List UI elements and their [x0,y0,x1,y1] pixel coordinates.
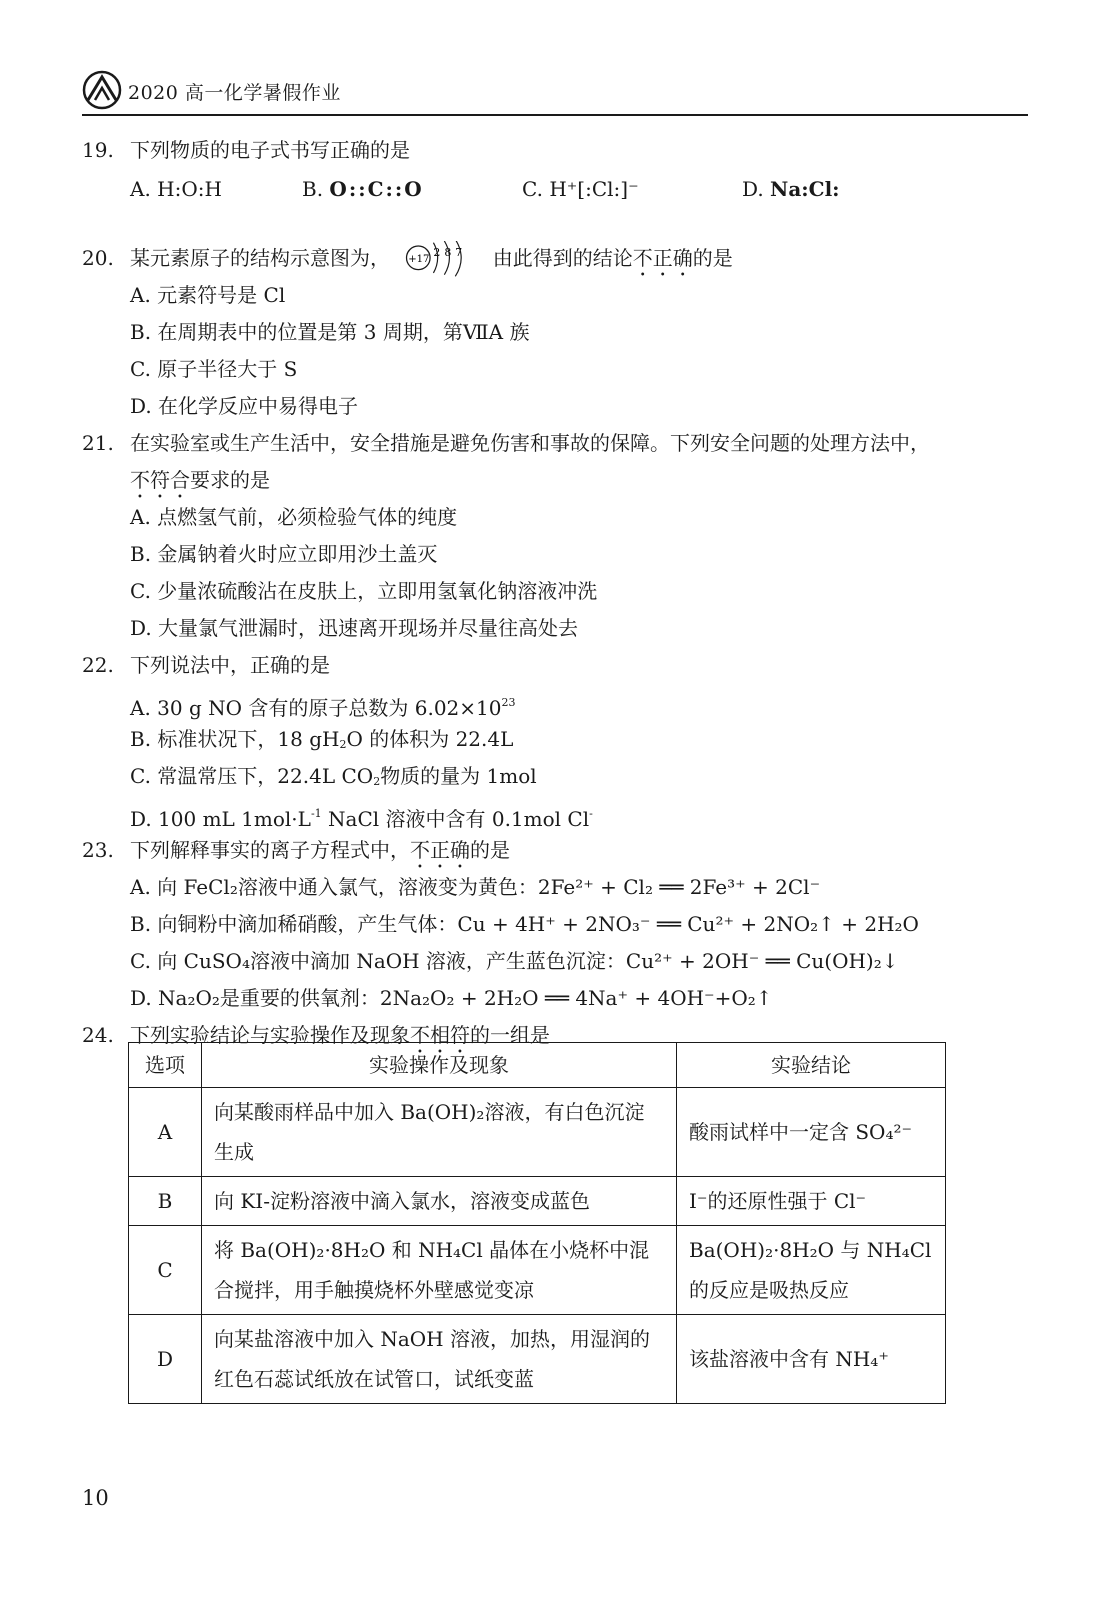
table-header-row [129,1043,946,1088]
table-row [129,1177,946,1226]
questions [82,132,1028,1054]
header-title: 2020 高一化学暑假作业 [128,82,341,104]
emphasis-text: 不符合 [130,468,190,492]
option-b [82,721,1028,758]
question-stem-end: 的一组是 [470,1023,550,1047]
option-a: A. 点燃氢气前，必须检验气体的纯度 [130,505,458,529]
option-c: C. 少量浓硫酸沾在皮肤上，立即用氢氧化钠溶液冲洗 [130,579,598,603]
option-c: C. 向 CuSO₄溶液中滴加 NaOH 溶液，产生蓝色沉淀：Cu²⁺ + 2OH⁻ ══ Cu(OH)₂↓ [130,949,899,973]
row-option: C [129,1226,202,1315]
atom-structure-diagram [396,241,486,278]
row-conclusion: 酸雨试样中一定含 SO₄²⁻ [677,1088,946,1177]
option-d: D. Na₂O₂是重要的供氧剂：2Na₂O₂ + 2H₂O ══ 4Na⁺ + 4OH⁻+O₂↑ [130,986,773,1010]
emphasis-text: 不正确 [410,838,470,862]
option-d [742,169,840,209]
option-c: C. 原子半径大于 S [130,357,298,381]
experiment-table [128,1042,946,1404]
question-23 [82,832,1028,1017]
question-stem: 某元素原子的结构示意图为， [130,246,390,270]
row-operation: 向 KI-淀粉溶液中滴入氯水，溶液变成蓝色 [202,1177,677,1226]
publisher-logo-icon [82,70,122,110]
option-label: C. [522,177,543,201]
question-19 [82,132,1028,209]
question-number: 20. [82,246,114,270]
option-c [522,169,639,209]
row-conclusion: I⁻的还原性强于 Cl⁻ [677,1177,946,1226]
option-a: A. 向 FeCl₂溶液中通入氯气，溶液变为黄色：2Fe²⁺ + Cl₂ ══ 2Fe³⁺ + 2Cl⁻ [130,875,821,899]
option-b: B. 金属钠着火时应立即用沙土盖灭 [130,542,438,566]
table-row [129,1088,946,1177]
header-conclusion: 实验结论 [677,1043,946,1088]
shell-2: 8 [444,246,452,260]
question-stem: 下列说法中，正确的是 [130,653,330,677]
question-stem-end: 要求的是 [190,468,270,492]
shell-1: 2 [433,246,441,260]
row-conclusion: 该盐溶液中含有 NH₄⁺ [677,1315,946,1404]
question-stem: 下列解释事实的离子方程式中， [130,838,410,862]
option-text: B. 标准状况下，18 gH [130,727,340,751]
option-text: C. 常温常压下，22.4L CO [130,764,374,788]
option-b [302,169,424,209]
option-b: B. 向铜粉中滴加稀硝酸，产生气体：Cu + 4H⁺ + 2NO₃⁻ ══ Cu²⁺ + 2NO₂↑ + 2H₂O [130,912,919,936]
option-text: D. 100 mL 1mol·L [130,807,311,831]
row-option: A [129,1088,202,1177]
row-operation: 向某酸雨样品中加入 Ba(OH)₂溶液，有白色沉淀生成 [202,1088,677,1177]
electron-formula: H⁺[:Cl:]⁻ [549,177,639,201]
question-number: 21. [82,431,114,455]
electron-formula: Na:Cl: [770,177,840,201]
subscript: 2 [339,738,347,751]
row-option: B [129,1177,202,1226]
superscript: 23 [501,696,516,709]
option-text: A. 30 g NO 含有的原子总数为 6.02×10 [130,696,502,720]
page-header [82,66,1028,116]
page-number: 10 [82,1486,109,1510]
option-a: A. 元素符号是 Cl [130,283,286,307]
header-operation: 实验操作及现象 [202,1043,677,1088]
option-d: D. 大量氯气泄漏时，迅速离开现场并尽量往高处去 [130,616,579,640]
option-text-end: 物质的量为 1mol [380,764,537,788]
electron-formula: O::C::O [329,177,424,201]
superscript: - [589,807,593,820]
question-stem-end: 的是 [470,838,510,862]
header-option: 选项 [129,1043,202,1088]
question-20 [82,240,1028,425]
question-stem-end: 的是 [692,246,733,270]
question-stem-post: 由此得到的结论 [492,246,633,270]
table-row [129,1315,946,1404]
option-c [82,758,1028,795]
emphasis-text: 不相符 [410,1023,470,1047]
subscript: 2 [373,775,381,788]
option-d: D. 在化学反应中易得电子 [130,394,359,418]
question-stem: 在实验室或生产生活中，安全措施是避免伤害和事故的保障。下列安全问题的处理方法中， [130,431,930,455]
nucleus-charge: +17 [408,254,430,266]
question-stem: 下列实验结论与实验操作及现象 [130,1023,410,1047]
table-row [129,1226,946,1315]
row-option: D [129,1315,202,1404]
question-number: 24. [82,1023,114,1047]
question-stem: 下列物质的电子式书写正确的是 [130,138,410,162]
row-conclusion: Ba(OH)₂·8H₂O 与 NH₄Cl 的反应是吸热反应 [677,1226,946,1315]
superscript: -1 [310,807,322,820]
row-operation: 向某盐溶液中加入 NaOH 溶液，加热，用湿润的红色石蕊试纸放在试管口，试纸变蓝 [202,1315,677,1404]
option-label: B. [302,177,324,201]
option-text-end: O 的体积为 22.4L [346,727,514,751]
option-text-mid: NaCl 溶液中含有 0.1mol Cl [321,807,590,831]
shell-3: 7 [455,246,463,260]
option-a [82,684,1028,721]
emphasis-text: 不正确 [632,246,693,270]
question-number: 23. [82,838,114,862]
row-operation: 将 Ba(OH)₂·8H₂O 和 NH₄Cl 晶体在小烧杯中混合搅拌，用手触摸烧杯外壁感觉变凉 [202,1226,677,1315]
option-a: A. H:O:H [130,177,222,201]
question-22 [82,647,1028,832]
option-label: D. [742,177,764,201]
q19-options [82,169,1028,209]
option-d [82,795,1028,832]
question-21 [82,425,1028,647]
question-number: 19. [82,138,114,162]
question-number: 22. [82,653,114,677]
option-b: B. 在周期表中的位置是第 3 周期，第ⅦA 族 [130,320,530,344]
